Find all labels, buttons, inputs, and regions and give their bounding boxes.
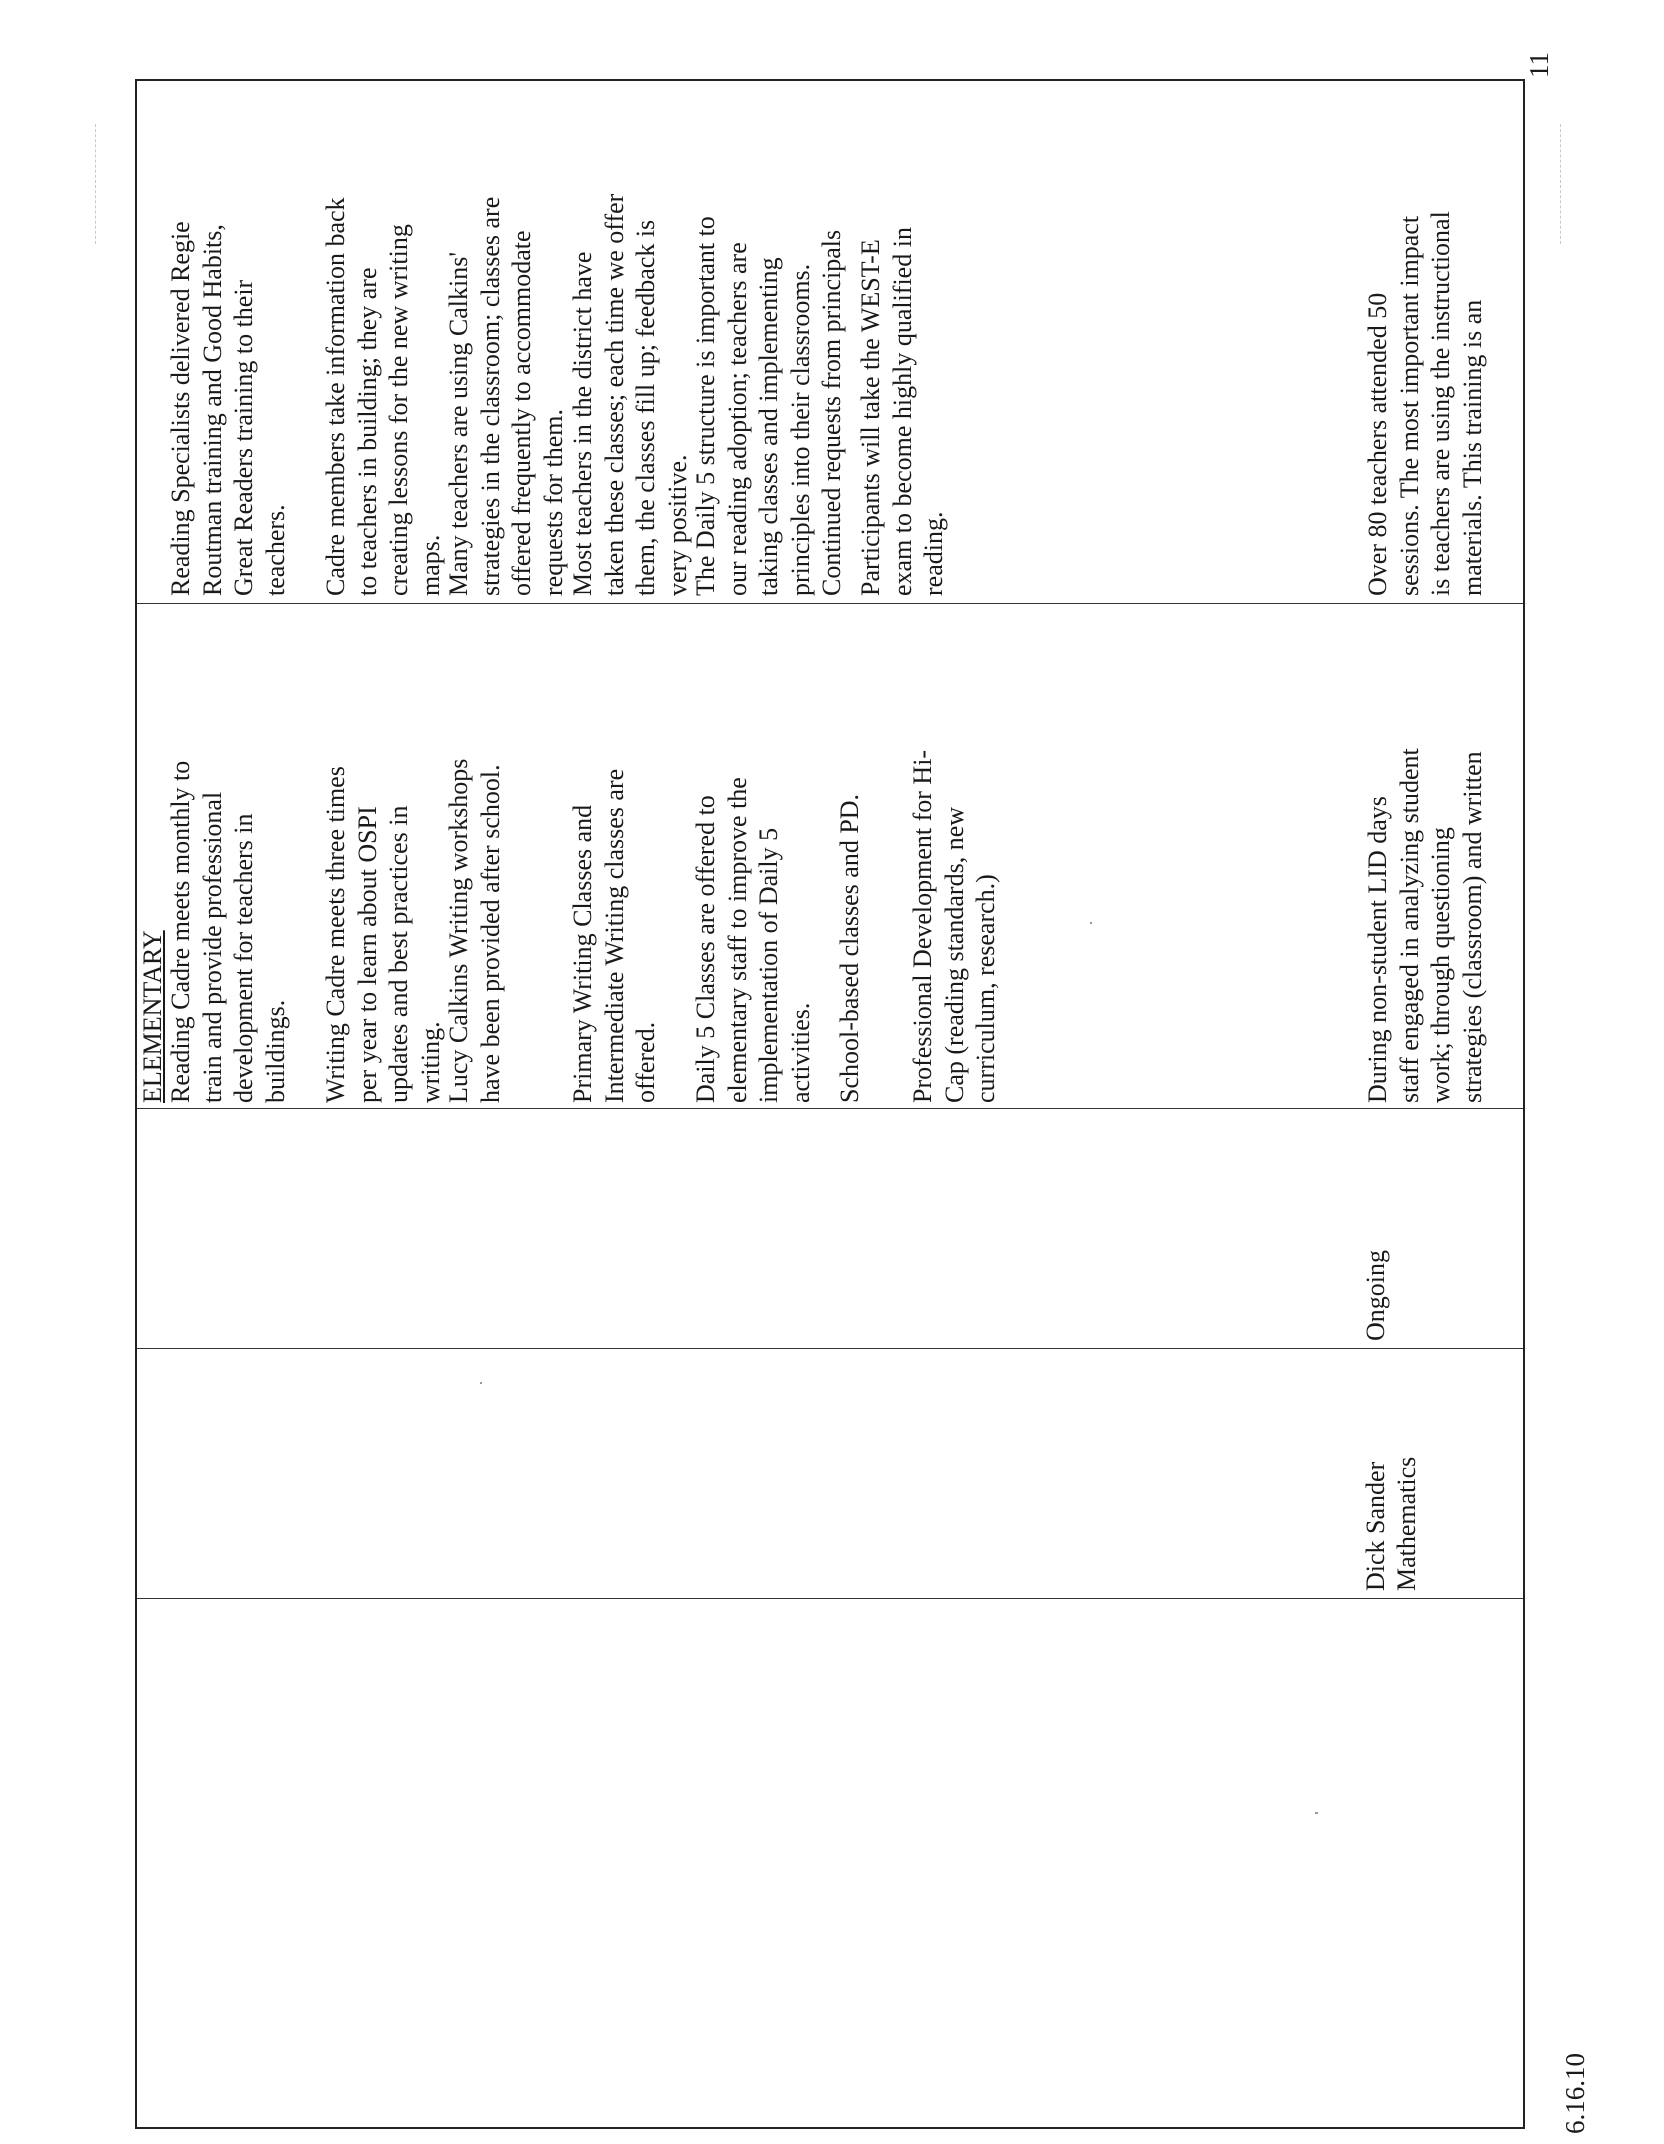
activity-line: Intermediate Writing classes are [599, 768, 629, 1103]
activity-line: writing. [415, 1021, 445, 1103]
result-line: offered frequently to accommodate [507, 230, 536, 596]
activity-line: activities. [785, 1002, 815, 1103]
result-line: is teachers are using the instructional [1426, 211, 1455, 596]
result-line: The Daily 5 structure is important to [691, 216, 720, 596]
activity-line: offered. [631, 1021, 660, 1103]
activity-line: updates and best practices in [384, 805, 413, 1103]
scan-speck [480, 1382, 482, 1384]
activity-item [834, 794, 866, 1103]
activity-item [165, 761, 291, 1103]
activity-line: train and provide professional [197, 791, 227, 1103]
result-item [690, 216, 848, 596]
result-line: teachers. [260, 504, 290, 596]
result-item [855, 227, 950, 596]
result-item [443, 197, 569, 596]
activity-line: Professional Development for Hi- [908, 749, 937, 1103]
result-line: taken these classes; each time we offer [599, 193, 629, 596]
page-date: 6.16.10 [1560, 2053, 1590, 2134]
activity-item [1362, 748, 1488, 1103]
result-line: reading. [919, 511, 948, 596]
activity-item [567, 769, 662, 1103]
activity-item [320, 766, 446, 1103]
result-line: principles into their classrooms. [785, 263, 815, 596]
activity-item [443, 759, 506, 1103]
timeline-cell [137, 1109, 1523, 1349]
activity-line: curriculum, research.) [971, 874, 1000, 1103]
result-line: Many teachers are using Calkins' [444, 251, 473, 596]
results-cell [137, 77, 1523, 604]
activity-line: buildings. [260, 999, 290, 1103]
result-line: creating lessons for the new writing [384, 224, 413, 596]
activity-line: implementation of Daily 5 [754, 827, 783, 1103]
result-line: maps. [415, 534, 445, 596]
result-line: Most teachers in the district have [568, 251, 597, 596]
contact-cell [137, 1349, 1523, 1599]
scan-speck [1315, 1812, 1318, 1814]
result-line: Participants will take the WEST-E [856, 239, 885, 596]
contact-name: Dick Sander [1361, 1461, 1390, 1591]
activity-line: Reading Cadre meets monthly to [166, 760, 195, 1103]
result-item [1362, 211, 1488, 596]
activity-line: School-based classes and PD. [835, 793, 864, 1103]
plan-table [135, 79, 1525, 2129]
result-line: to teachers in building; they are [352, 267, 382, 596]
activity-line: Daily 5 Classes are offered to [691, 795, 720, 1103]
activity-line: strategies (classroom) and written [1457, 751, 1487, 1103]
result-item [165, 221, 291, 596]
scan-artifact [95, 124, 96, 244]
result-line: sessions. The most important impact [1394, 215, 1424, 596]
activity-line: development for teachers in [229, 813, 258, 1103]
activity-line: staff engaged in analyzing student [1394, 748, 1424, 1103]
activity-item [690, 777, 816, 1103]
result-line: Continued requests from principals [817, 229, 846, 596]
activity-line: Cap (reading standards, new [939, 806, 969, 1103]
activity-line: work; through questioning [1426, 827, 1455, 1103]
result-line: Great Readers training to their [229, 279, 258, 596]
activity-item [907, 750, 1002, 1103]
scan-speck [1090, 922, 1092, 924]
activities-heading: ELEMENTARY [138, 930, 167, 1103]
result-line: Cadre members take information back [321, 197, 350, 596]
activity-line: Primary Writing Classes and [568, 804, 597, 1103]
result-line: exam to become highly qualified in [887, 227, 917, 596]
result-item [320, 197, 446, 596]
activities-cell [137, 604, 1523, 1109]
result-line: them, the classes fill up; feedback is [631, 219, 660, 596]
result-line: our reading adoption; teachers are [722, 242, 752, 596]
result-line: Reading Specialists delivered Regie [166, 221, 195, 596]
timeline-text: Ongoing [1361, 1250, 1390, 1341]
result-item [567, 194, 693, 596]
empty-cell [137, 1599, 1523, 2127]
result-line: taking classes and implementing [754, 257, 783, 596]
contact-subject: Mathematics [1392, 1456, 1421, 1591]
scan-artifact [1560, 124, 1561, 244]
page-number: 11 [1524, 52, 1554, 78]
result-line: materials. This training is an [1457, 299, 1487, 596]
activity-line: per year to learn about OSPI [352, 806, 382, 1103]
activity-line: Lucy Calkins Writing workshops [444, 758, 473, 1103]
activity-line: During non-student LID days [1363, 796, 1392, 1103]
result-line: requests for them. [538, 408, 568, 596]
activity-line: Writing Cadre meets three times [321, 766, 350, 1103]
activity-line: elementary staff to improve the [722, 777, 752, 1103]
result-line: very positive. [662, 454, 692, 596]
result-line: Routman training and Good Habits, [197, 224, 227, 596]
activity-line: have been provided after school. [475, 764, 505, 1103]
result-line: Over 80 teachers attended 50 [1363, 292, 1392, 596]
result-line: strategies in the classroom; classes are [475, 196, 505, 596]
